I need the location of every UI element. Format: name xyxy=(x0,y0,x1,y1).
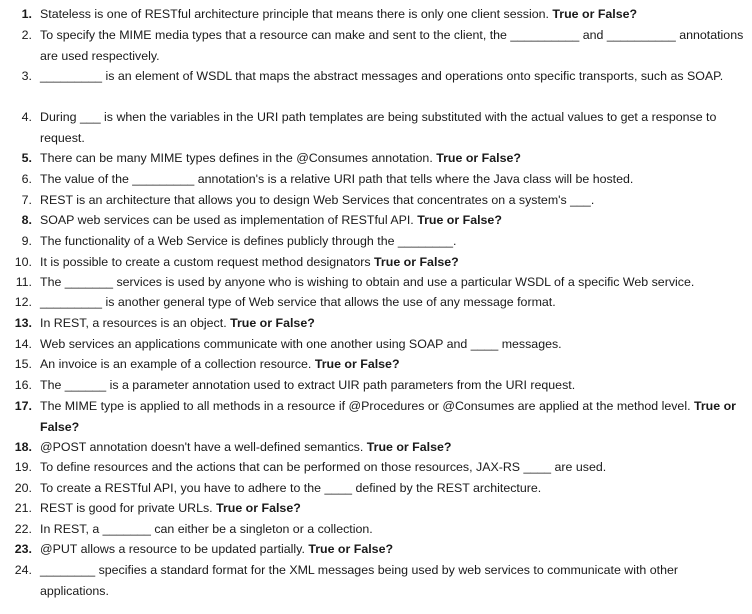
question-text: REST is good for private URLs. xyxy=(40,501,217,515)
question-item xyxy=(0,107,744,148)
question-number: 23. xyxy=(14,542,32,556)
question-text: It is possible to create a custom request method designators xyxy=(40,255,375,269)
question-item xyxy=(0,210,744,231)
question-number: 7. xyxy=(21,193,32,207)
question-item xyxy=(0,231,744,252)
question-text-container xyxy=(40,334,744,355)
question-number: 1. xyxy=(21,7,32,21)
question-text: In REST, a resources is an object. xyxy=(40,316,231,330)
question-item xyxy=(0,457,744,478)
true-false-prompt: True or False? xyxy=(230,316,315,330)
question-text: The _______ services is used by anyone who is wishing to obtain and use a particular WSDL of a specific Web service. xyxy=(40,275,695,289)
question-item xyxy=(0,354,744,375)
question-text: To create a RESTful API, you have to adhere to the ____ defined by the REST architecture. xyxy=(40,481,542,495)
question-text-container xyxy=(40,148,744,169)
question-text-container xyxy=(40,292,744,313)
question-number: 12. xyxy=(14,295,32,309)
question-text: REST is an architecture that allows you to design Web Services that concentrates on a system's ___. xyxy=(40,193,595,207)
question-text: SOAP web services can be used as implementation of RESTful API. xyxy=(40,213,418,227)
question-number: 18. xyxy=(14,440,32,454)
question-number: 2. xyxy=(21,28,32,42)
question-item xyxy=(0,519,744,540)
question-number: 24. xyxy=(14,563,32,577)
question-text-container xyxy=(40,437,744,458)
question-text-container xyxy=(40,272,744,293)
true-false-prompt: True or False? xyxy=(374,255,459,269)
question-text-container xyxy=(40,539,744,560)
question-text: Web services an applications communicate with one another using SOAP and ____ messages. xyxy=(40,337,562,351)
question-number: 11. xyxy=(15,275,32,289)
question-item xyxy=(0,375,744,396)
question-text: Stateless is one of RESTful architecture principle that means there is only one client session. xyxy=(40,7,553,21)
question-item xyxy=(0,478,744,499)
question-text-container xyxy=(40,498,744,519)
question-number: 5. xyxy=(21,151,32,165)
question-text: The ______ is a parameter annotation used to extract UIR path parameters from the URI request. xyxy=(40,378,576,392)
question-item xyxy=(0,560,744,601)
question-text-container xyxy=(40,313,744,334)
true-false-prompt: True or False? xyxy=(314,357,400,371)
question-text: The MIME type is applied to all methods in a resource if @Procedures or @Consumes are applied at the method level. xyxy=(40,399,694,413)
question-text: In REST, a _______ can either be a singleton or a collection. xyxy=(40,522,373,536)
true-false-prompt: True or False? xyxy=(216,501,301,515)
question-text: During ___ is when the variables in the URI path templates are being substituted with the actual values to get a response to request. xyxy=(40,110,717,145)
question-text: _________ is another general type of Web service that allows the use of any message format. xyxy=(40,295,556,309)
question-item xyxy=(0,169,744,190)
question-text-container xyxy=(40,375,744,396)
question-number: 21. xyxy=(14,501,32,515)
question-number: 10. xyxy=(14,255,32,269)
question-text-container xyxy=(40,107,744,148)
question-item xyxy=(0,190,744,211)
question-item xyxy=(0,66,744,87)
question-number: 22. xyxy=(14,522,32,536)
question-text-container xyxy=(40,169,744,190)
question-item xyxy=(0,148,744,169)
question-item xyxy=(0,313,744,334)
true-false-prompt: True or False? xyxy=(417,213,502,227)
question-number: 19. xyxy=(14,460,32,474)
true-false-prompt: True or False? xyxy=(552,7,638,21)
question-text: The value of the _________ annotation's is a relative URI path that tells where the Java class will be hosted. xyxy=(40,172,634,186)
question-text-container xyxy=(40,519,744,540)
question-item xyxy=(0,498,744,519)
question-text: The functionality of a Web Service is defines publicly through the ________. xyxy=(40,234,457,248)
true-false-prompt: True or False? xyxy=(436,151,521,165)
question-text-container xyxy=(40,457,744,478)
question-number: 6. xyxy=(21,172,32,186)
question-text-container xyxy=(40,354,744,375)
question-text: To specify the MIME media types that a resource can make and sent to the client, the __________ and __________ annotations are used respectively. xyxy=(40,28,744,63)
question-item xyxy=(0,334,744,355)
question-text: @PUT allows a resource to be updated partially. xyxy=(40,542,309,556)
question-number: 20. xyxy=(14,481,32,495)
question-item xyxy=(0,272,744,293)
question-number: 14. xyxy=(14,337,32,351)
question-text-container xyxy=(40,4,744,25)
question-text: _________ is an element of WSDL that maps the abstract messages and operations onto specific transports, such as SOAP. xyxy=(40,69,724,83)
question-item xyxy=(0,4,744,25)
true-false-prompt: True or False? xyxy=(308,542,394,556)
question-number: 16. xyxy=(14,378,32,392)
question-item xyxy=(0,437,744,458)
question-text-container xyxy=(40,190,744,211)
question-text-container xyxy=(40,560,744,601)
question-text-container xyxy=(40,210,744,231)
question-number: 4. xyxy=(21,110,32,124)
question-text-container xyxy=(40,25,744,66)
question-text-container xyxy=(40,478,744,499)
question-text: There can be many MIME types defines in the @Consumes annotation. xyxy=(40,151,437,165)
question-number: 15. xyxy=(14,357,32,371)
question-number: 17. xyxy=(14,399,32,413)
question-item xyxy=(0,396,744,437)
question-item xyxy=(0,252,744,273)
question-text: An invoice is an example of a collection resource. xyxy=(40,357,315,371)
question-text-container xyxy=(40,231,744,252)
question-text: ________ specifies a standard format for the XML messages being used by web services to communicate with other applications. xyxy=(40,563,678,598)
question-text-container xyxy=(40,396,744,437)
question-text-container xyxy=(40,66,744,87)
question-number: 3. xyxy=(21,69,32,83)
question-number: 13. xyxy=(14,316,32,330)
question-number: 8. xyxy=(21,213,32,227)
question-item xyxy=(0,539,744,560)
question-text: @POST annotation doesn't have a well-defined semantics. xyxy=(40,440,367,454)
true-false-prompt: True or False? xyxy=(366,440,452,454)
question-number: 9. xyxy=(21,234,32,248)
question-item xyxy=(0,25,744,66)
true-false-prompt: True or False? xyxy=(40,399,736,434)
question-text-container xyxy=(40,252,744,273)
question-item xyxy=(0,292,744,313)
question-text: To define resources and the actions that can be performed on those resources, JAX-RS ____ are used. xyxy=(40,460,607,474)
